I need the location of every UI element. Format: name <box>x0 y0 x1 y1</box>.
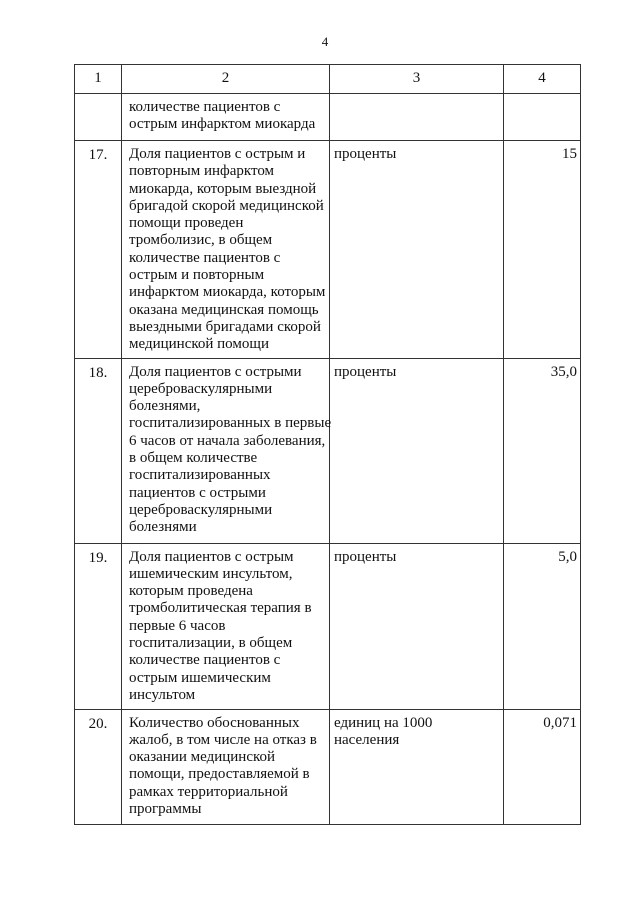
description-line: помощи проведен <box>129 215 244 232</box>
description-line: тромболизис, в общем <box>129 232 273 249</box>
description-line: цереброваскулярными <box>129 380 273 397</box>
indicator-description <box>122 358 330 543</box>
description-line: первые 6 часов <box>129 617 226 634</box>
page-number: 4 <box>321 34 329 49</box>
row-number: 19. <box>75 543 122 709</box>
target-value: 0,071 <box>504 709 581 824</box>
indicator-description <box>122 543 330 709</box>
description-line: в общем количестве <box>129 450 258 467</box>
description-line: пациентов с острыми <box>129 484 266 501</box>
column-header: 4 <box>504 65 581 94</box>
table-row <box>75 709 581 824</box>
description-line: цереброваскулярными <box>129 501 273 518</box>
description-line: миокарда, которым выездной <box>129 180 317 197</box>
description-line: острым ишемическим <box>129 669 271 686</box>
table-row <box>75 141 581 359</box>
unit-of-measure: проценты <box>330 141 504 359</box>
row-number <box>75 94 122 141</box>
row-number: 18. <box>75 358 122 543</box>
description-line: госпитализированных в первые <box>129 415 332 432</box>
description-line: острым инфарктом миокарда <box>129 116 316 133</box>
description-line: количестве пациентов с <box>129 652 281 669</box>
target-value: 5,0 <box>504 543 581 709</box>
description-line: болезнями <box>129 519 197 536</box>
description-line: программы <box>129 801 202 818</box>
description-line: госпитализированных <box>129 467 271 484</box>
table-row <box>75 358 581 543</box>
description-line: бригадой скорой медицинской <box>129 197 324 214</box>
description-line: рамках территориальной <box>129 783 288 800</box>
description-line: острым и повторным <box>129 267 265 284</box>
description-line: болезнями, <box>129 398 201 415</box>
description-line: оказана медицинская помощь <box>129 301 319 318</box>
unit-of-measure <box>330 94 504 141</box>
description-line: медицинской помощи <box>129 336 269 353</box>
row-number: 20. <box>75 709 122 824</box>
target-value <box>504 94 581 141</box>
description-line: госпитализации, в общем <box>129 635 293 652</box>
unit-of-measure: единиц на 1000 населения <box>330 709 504 824</box>
description-line: инсультом <box>129 686 196 703</box>
column-header: 3 <box>330 65 504 94</box>
description-line: которым проведена <box>129 583 253 600</box>
description-line: Доля пациентов с острыми <box>129 363 302 380</box>
description-line: Доля пациентов с острым <box>129 548 294 565</box>
row-number: 17. <box>75 141 122 359</box>
target-value: 15 <box>504 141 581 359</box>
indicator-description <box>122 94 330 141</box>
description-line: 6 часов от начала заболевания, <box>129 432 326 449</box>
description-line: помощи, предоставляемой в <box>129 766 310 783</box>
description-line: оказании медицинской <box>129 749 276 766</box>
description-line: ишемическим инсультом, <box>129 565 293 582</box>
description-line: количестве пациентов с <box>129 99 281 115</box>
description-line: тромболитическая терапия в <box>129 600 312 617</box>
unit-of-measure: проценты <box>330 543 504 709</box>
description-line: выездными бригадами скорой <box>129 318 321 335</box>
unit-of-measure: проценты <box>330 358 504 543</box>
description-line: количестве пациентов с <box>129 249 281 266</box>
description-line: инфарктом миокарда, которым <box>129 284 326 301</box>
indicator-description <box>122 709 330 824</box>
target-value: 35,0 <box>504 358 581 543</box>
column-header: 2 <box>122 65 330 94</box>
table-header-row <box>75 65 581 94</box>
description-line: жалоб, в том числе на отказ в <box>129 731 317 748</box>
table-row <box>75 94 581 141</box>
description-line: Количество обоснованных <box>129 714 300 731</box>
description-line: повторным инфарктом <box>129 163 275 180</box>
description-line: Доля пациентов с острым и <box>129 146 306 162</box>
indicators-table <box>74 64 581 825</box>
column-header: 1 <box>75 65 122 94</box>
indicator-description <box>122 141 330 359</box>
table-row <box>75 543 581 709</box>
